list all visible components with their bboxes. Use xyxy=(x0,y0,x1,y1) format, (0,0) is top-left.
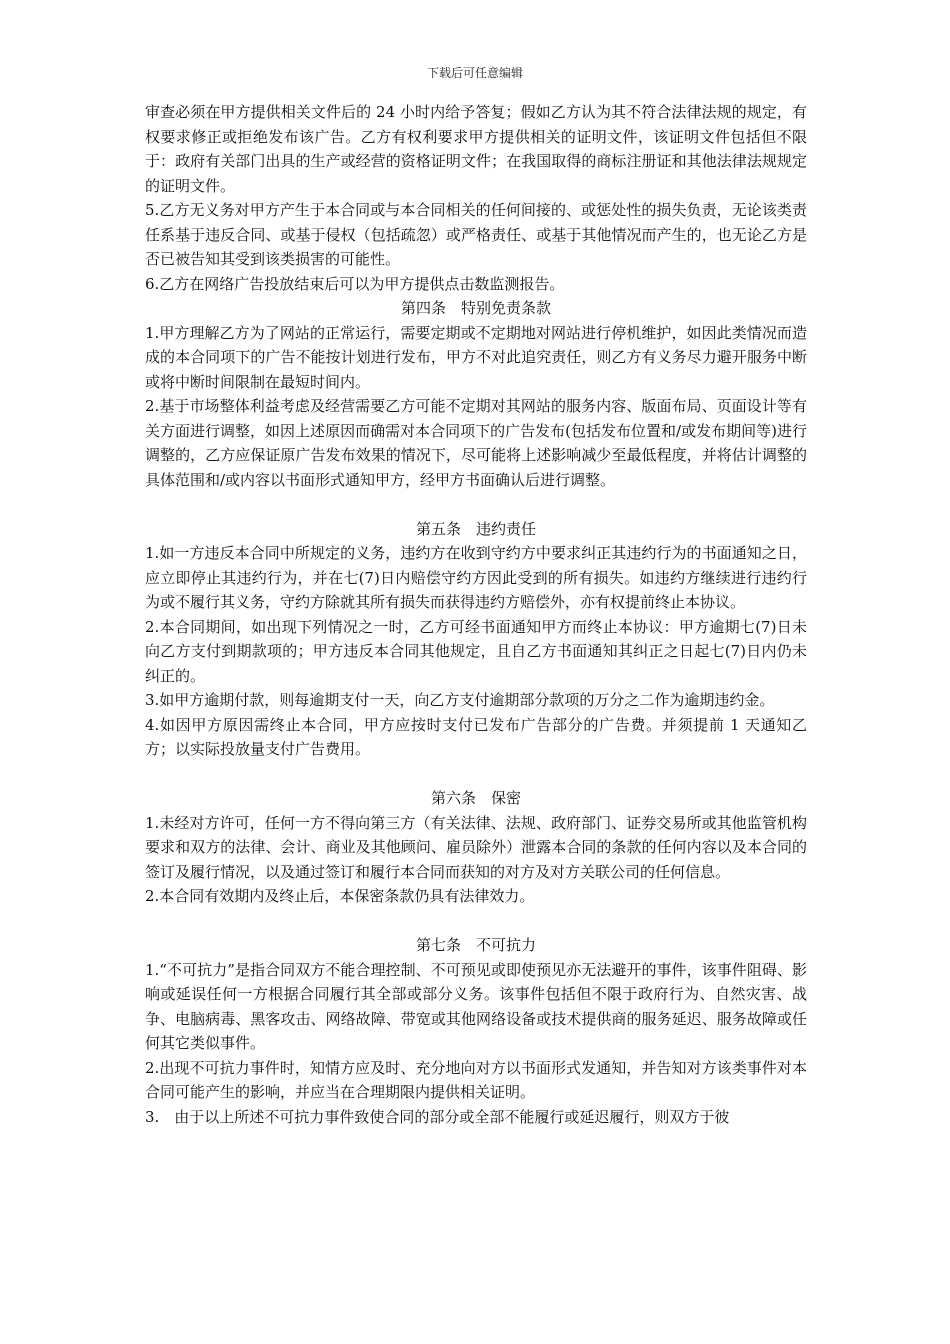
clause-paragraph: 审查必须在甲方提供相关文件后的 24 小时内给予答复；假如乙方认为其不符合法律法规的规定，有权要求修正或拒绝发布该广告。乙方有权利要求甲方提供相关的证明文件，该证明文件包括但不限于：政府有关部门出具的生产或经营的资格证明文件；在我国取得的商标注册证和其他法律法规规定的证明文件。 xyxy=(145,103,807,195)
section-heading: 第五条 违约责任 xyxy=(415,519,536,538)
clause-paragraph: 1.未经对方许可，任何一方不得向第三方（有关法律、法规、政府部门、证券交易所或其他监管机构要求和双方的法律、会计、商业及其他顾问、雇员除外）泄露本合同的条款的任何内容以及本合同的签订及履行情况，以及通过签订和履行本合同而获知的对方及对方关联公司的任何信息。 xyxy=(145,813,807,881)
clause-paragraph: 4.如因甲方原因需终止本合同，甲方应按时支付已发布广告部分的广告费。并须提前 1 天通知乙方；以实际投放量支付广告费用。 xyxy=(145,715,807,758)
blank-line xyxy=(145,762,807,787)
page-header: 下载后可任意编辑 xyxy=(426,66,523,80)
section-heading: 第六条 保密 xyxy=(430,789,521,807)
clause-paragraph: 1.“不可抗力”是指合同双方不能合理控制、不可预见或即使预见亦无法避开的事件，该事件阻碍、影响或延误任何一方根据合同履行其全部或部分义务。该事件包括但不限于政府行为、自然灾害、战争、电脑病毒、黑客攻击、网络故障、带宽或其他网络设备或技术提供商的服务延迟、服务故障或任何其它类似事件。 xyxy=(145,960,807,1052)
clause-paragraph: 2.本合同期间，如出现下列情况之一时，乙方可经书面通知甲方而终止本协议：甲方逾期七(7)日未向乙方支付到期款项的；甲方违反本合同其他规定，且自乙方书面通知其纠正之日起七(7)日内仍未纠正的。 xyxy=(145,617,807,685)
blank-line xyxy=(145,492,807,517)
clause-paragraph: 5.乙方无义务对甲方产生于本合同或与本合同相关的任何间接的、或惩处性的损失负责，无论该类责任系基于违反合同、或基于侵权（包括疏忽）或严格责任、或基于其他情况而产生的，也无论乙方是否已被告知其受到该类损害的可能性。 xyxy=(145,201,807,268)
clause-paragraph: 3.如甲方逾期付款，则每逾期支付一天，向乙方支付逾期部分款项的万分之二作为逾期违约金。 xyxy=(145,691,775,709)
clause-paragraph: 3. 由于以上所述不可抗力事件致使合同的部分或全部不能履行或延迟履行，则双方于彼 xyxy=(145,1107,730,1126)
section-heading: 第四条 特别免责条款 xyxy=(400,299,551,317)
clause-paragraph: 6.乙方在网络广告投放结束后可以为甲方提供点击数监测报告。 xyxy=(145,274,565,293)
document-body xyxy=(145,100,807,1129)
section-heading: 第七条 不可抗力 xyxy=(415,936,536,954)
clause-paragraph: 1.甲方理解乙方为了网站的正常运行，需要定期或不定期地对网站进行停机维护，如因此类情况而造成的本合同项下的广告不能按计划进行发布，甲方不对此追究责任，则乙方有义务尽力避开服务中断或将中断时间限制在最短时间内。 xyxy=(145,323,807,391)
clause-paragraph: 1.如一方违反本合同中所规定的义务，违约方在收到守约方中要求纠正其违约行为的书面通知之日，应立即停止其违约行为，并在七(7)日内赔偿守约方因此受到的所有损失。如违约方继续进行违约行为或不履行其义务，守约方除就其所有损失而获得违约方赔偿外，亦有权提前终止本协议。 xyxy=(145,544,807,611)
blank-line xyxy=(145,909,807,934)
clause-paragraph: 2.基于市场整体利益考虑及经营需要乙方可能不定期对其网站的服务内容、版面布局、页面设计等有关方面进行调整，如因上述原因而确需对本合同项下的广告发布(包括发布位置和/或发布期间等)进行调整的，乙方应保证原广告发布效果的情况下，尽可能将上述影响减少至最低程度，并将估计调整的具体范围和/或内容以书面形式通知甲方，经甲方书面确认后进行调整。 xyxy=(145,397,807,489)
clause-paragraph: 2.出现不可抗力事件时，知情方应及时、充分地向对方以书面形式发通知，并告知对方该类事件对本合同可能产生的影响，并应当在合理期限内提供相关证明。 xyxy=(145,1058,807,1101)
clause-paragraph: 2.本合同有效期内及终止后，本保密条款仍具有法律效力。 xyxy=(145,887,535,905)
